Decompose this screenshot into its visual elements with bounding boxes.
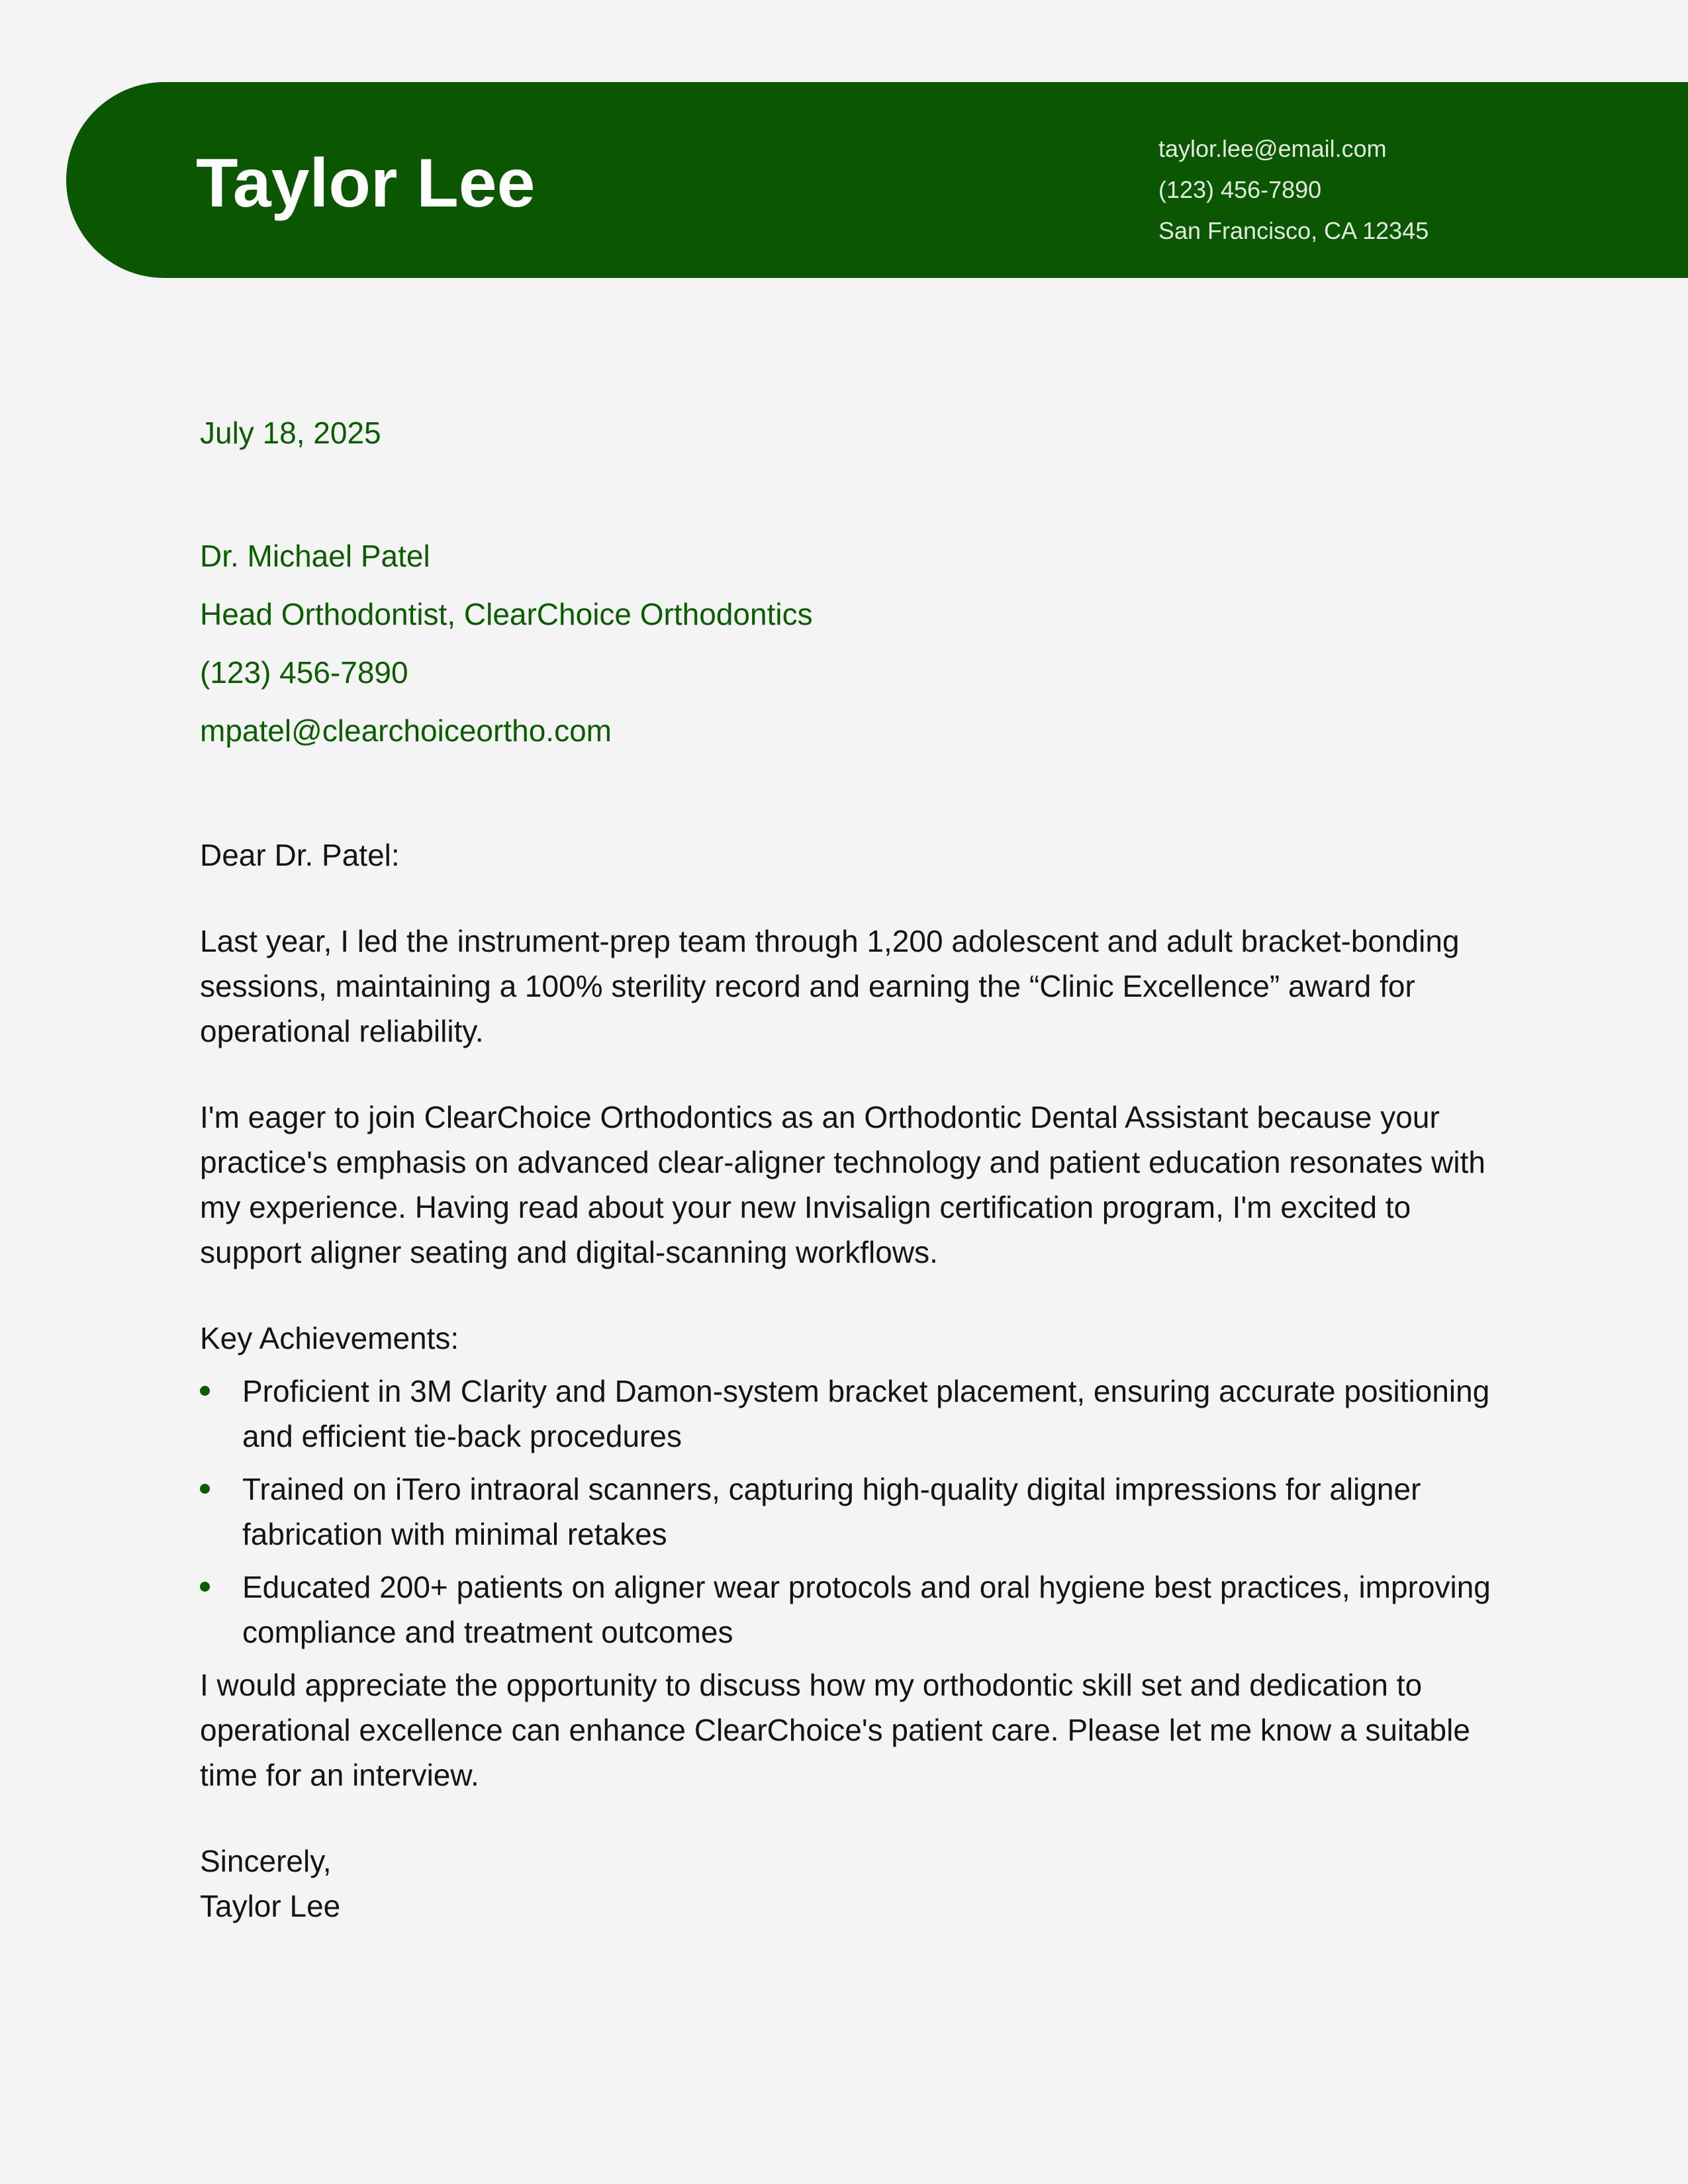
achievements-heading: Key Achievements:	[200, 1321, 459, 1355]
bullet-icon	[200, 1582, 210, 1592]
letter-date: July 18, 2025	[200, 416, 381, 450]
closing-paragraph: I would appreciate the opportunity to discuss how my orthodontic skill set and dedication to operational excellence can enhance ClearChoice's patient care. Please let me know a suitable time for an interview.	[200, 1668, 1470, 1792]
recipient-phone: (123) 456-7890	[200, 655, 408, 690]
recipient-block	[200, 527, 1497, 760]
recipient-name: Dr. Michael Patel	[200, 539, 430, 573]
recipient-title: Head Orthodontist, ClearChoice Orthodontics	[200, 597, 813, 631]
salutation: Dear Dr. Patel:	[200, 838, 400, 872]
opening-paragraph: Last year, I led the instrument-prep team through 1,200 adolescent and adult bracket-bonding sessions, maintaining a 100% sterility record and earning the “Clinic Excellence” award for operational reliability.	[200, 924, 1460, 1048]
sender-name: Taylor Lee	[196, 145, 536, 222]
recipient-email: mpatel@clearchoiceortho.com	[200, 713, 612, 748]
contact-info	[1158, 128, 1429, 251]
bullet-icon	[200, 1484, 210, 1494]
letter-body	[200, 410, 1497, 1929]
achievement-text: Trained on iTero intraoral scanners, capturing high-quality digital impressions for aligner fabrication with minimal retakes	[242, 1472, 1421, 1551]
signoff: Sincerely,	[200, 1844, 332, 1878]
motivation-paragraph: I'm eager to join ClearChoice Orthodontics as an Orthodontic Dental Assistant because your practice's emphasis on advanced clear-aligner technology and patient education resonates with my experience. Having read about your new Invisalign certification program, I'm excited to support aligner seating and digital-scanning workflows.	[200, 1100, 1485, 1269]
sender-phone: (123) 456-7890	[1158, 176, 1322, 203]
sender-location: San Francisco, CA 12345	[1158, 217, 1429, 244]
achievement-text: Educated 200+ patients on aligner wear protocols and oral hygiene best practices, improving compliance and treatment outcomes	[242, 1570, 1491, 1649]
sender-email: taylor.lee@email.com	[1158, 135, 1387, 162]
signature: Taylor Lee	[200, 1889, 341, 1923]
achievement-item	[200, 1369, 1497, 1459]
achievement-item	[200, 1467, 1497, 1557]
bullet-icon	[200, 1386, 210, 1396]
achievement-item	[200, 1565, 1497, 1655]
achievement-text: Proficient in 3M Clarity and Damon-system bracket placement, ensuring accurate positioning and efficient tie-back procedures	[242, 1374, 1490, 1453]
header-banner	[66, 82, 1688, 278]
achievements-list	[200, 1369, 1497, 1655]
